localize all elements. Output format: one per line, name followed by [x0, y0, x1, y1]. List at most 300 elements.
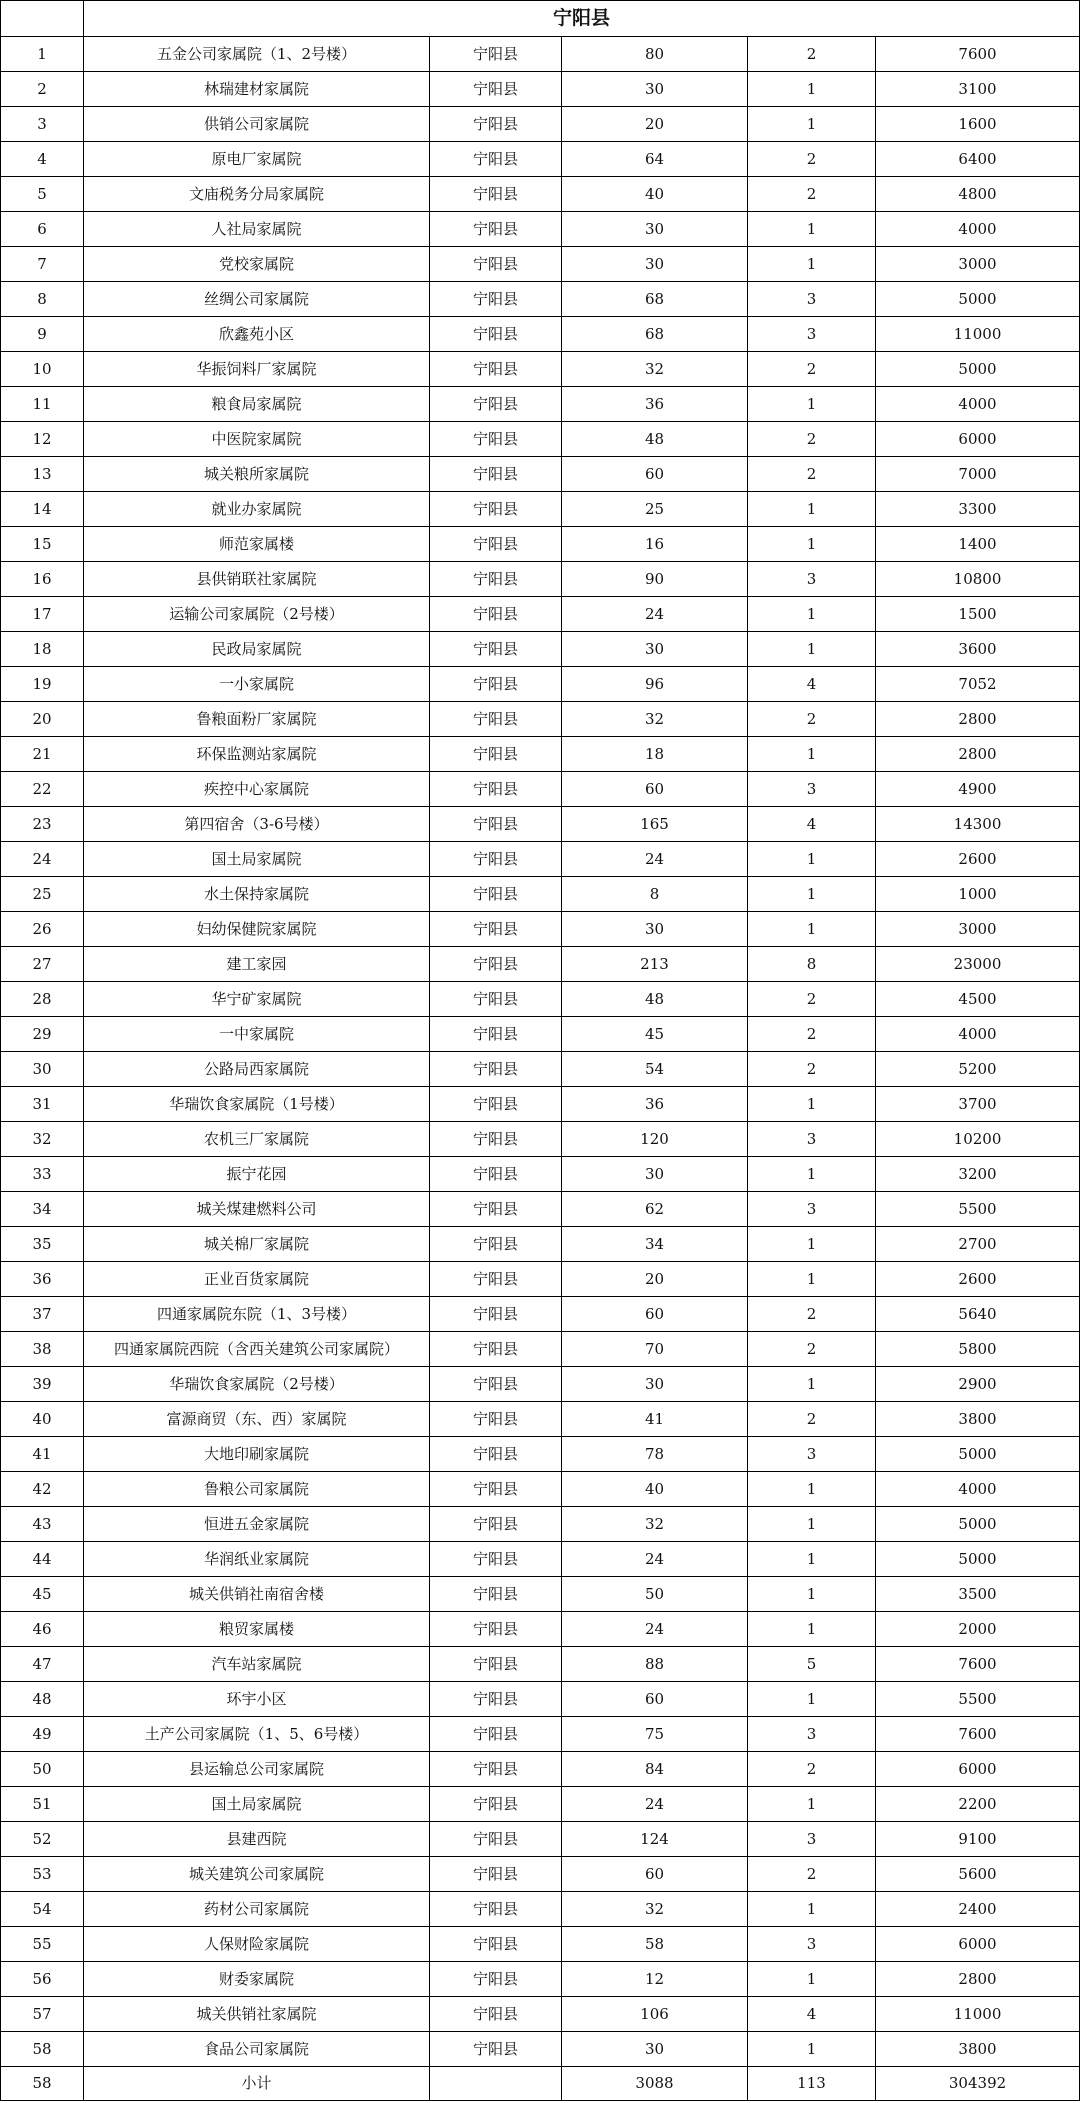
area-cell: 5200	[876, 1052, 1080, 1087]
area-cell: 1500	[876, 597, 1080, 632]
table-body	[1, 1, 1080, 2101]
community-name-cell: 富源商贸（东、西）家属院	[84, 1402, 430, 1437]
table-row	[1, 1052, 1080, 1087]
county-cell: 宁阳县	[430, 1437, 562, 1472]
table-row	[1, 1087, 1080, 1122]
row-number-cell: 48	[1, 1682, 84, 1717]
county-cell: 宁阳县	[430, 1682, 562, 1717]
area-cell: 14300	[876, 807, 1080, 842]
row-number-cell: 41	[1, 1437, 84, 1472]
table-row	[1, 1927, 1080, 1962]
community-name-cell: 疾控中心家属院	[84, 772, 430, 807]
community-name-cell: 大地印刷家属院	[84, 1437, 430, 1472]
area-cell: 5000	[876, 1437, 1080, 1472]
area-cell: 2800	[876, 702, 1080, 737]
table-row	[1, 1752, 1080, 1787]
row-number-cell: 46	[1, 1612, 84, 1647]
table-row	[1, 667, 1080, 702]
community-name-cell: 鲁粮公司家属院	[84, 1472, 430, 1507]
row-number-cell: 52	[1, 1822, 84, 1857]
households-cell: 30	[562, 72, 748, 107]
buildings-cell: 1	[748, 1612, 876, 1647]
area-cell: 10800	[876, 562, 1080, 597]
county-cell: 宁阳县	[430, 492, 562, 527]
buildings-cell: 2	[748, 37, 876, 72]
table-row	[1, 142, 1080, 177]
households-cell: 30	[562, 247, 748, 282]
community-name-cell: 城关棉厂家属院	[84, 1227, 430, 1262]
table-row	[1, 1472, 1080, 1507]
county-cell: 宁阳县	[430, 72, 562, 107]
buildings-cell: 1	[748, 1962, 876, 1997]
community-name-cell: 华瑞饮食家属院（2号楼）	[84, 1367, 430, 1402]
buildings-cell: 1	[748, 1507, 876, 1542]
table-row	[1, 247, 1080, 282]
row-number-cell: 14	[1, 492, 84, 527]
buildings-cell: 2	[748, 422, 876, 457]
buildings-cell: 2	[748, 457, 876, 492]
community-name-cell: 四通家属院东院（1、3号楼）	[84, 1297, 430, 1332]
row-number-cell: 20	[1, 702, 84, 737]
row-number-cell: 50	[1, 1752, 84, 1787]
buildings-cell: 1	[748, 1787, 876, 1822]
community-name-cell: 建工家园	[84, 947, 430, 982]
households-cell: 32	[562, 1507, 748, 1542]
area-cell: 11000	[876, 317, 1080, 352]
county-cell: 宁阳县	[430, 1157, 562, 1192]
households-cell: 48	[562, 422, 748, 457]
buildings-cell: 3	[748, 1437, 876, 1472]
buildings-cell: 3	[748, 1717, 876, 1752]
row-number-cell: 29	[1, 1017, 84, 1052]
table-row	[1, 1717, 1080, 1752]
households-cell: 64	[562, 142, 748, 177]
table-row	[1, 912, 1080, 947]
row-number-cell: 53	[1, 1857, 84, 1892]
area-cell: 7600	[876, 1717, 1080, 1752]
county-cell: 宁阳县	[430, 2032, 562, 2067]
table-row	[1, 1577, 1080, 1612]
table-row	[1, 107, 1080, 142]
community-name-cell: 原电厂家属院	[84, 142, 430, 177]
community-name-cell: 一中家属院	[84, 1017, 430, 1052]
table-row	[1, 807, 1080, 842]
row-number-cell: 40	[1, 1402, 84, 1437]
area-cell: 3300	[876, 492, 1080, 527]
households-cell: 40	[562, 177, 748, 212]
table-row	[1, 37, 1080, 72]
buildings-cell: 3	[748, 1822, 876, 1857]
buildings-cell: 1	[748, 1227, 876, 1262]
buildings-cell: 1	[748, 632, 876, 667]
area-cell: 5800	[876, 1332, 1080, 1367]
area-cell: 23000	[876, 947, 1080, 982]
buildings-cell: 1	[748, 107, 876, 142]
buildings-cell: 1	[748, 387, 876, 422]
row-number-cell: 51	[1, 1787, 84, 1822]
table-row	[1, 422, 1080, 457]
community-name-cell: 正业百货家属院	[84, 1262, 430, 1297]
county-cell: 宁阳县	[430, 1227, 562, 1262]
area-cell: 3800	[876, 1402, 1080, 1437]
households-cell: 24	[562, 842, 748, 877]
county-cell: 宁阳县	[430, 1612, 562, 1647]
households-cell: 62	[562, 1192, 748, 1227]
row-number-cell: 12	[1, 422, 84, 457]
community-name-cell: 人保财险家属院	[84, 1927, 430, 1962]
title-blank-cell	[1, 1, 84, 37]
community-name-cell: 振宁花园	[84, 1157, 430, 1192]
table-row	[1, 1402, 1080, 1437]
table-row	[1, 1822, 1080, 1857]
buildings-cell: 1	[748, 1472, 876, 1507]
area-cell: 5000	[876, 1507, 1080, 1542]
households-cell: 18	[562, 737, 748, 772]
table-row	[1, 702, 1080, 737]
buildings-cell: 3	[748, 772, 876, 807]
buildings-cell: 2	[748, 177, 876, 212]
table-row	[1, 1367, 1080, 1402]
row-number-cell: 3	[1, 107, 84, 142]
table-row	[1, 177, 1080, 212]
county-cell: 宁阳县	[430, 1367, 562, 1402]
row-number-cell: 36	[1, 1262, 84, 1297]
row-number-cell: 35	[1, 1227, 84, 1262]
row-number-cell: 28	[1, 982, 84, 1017]
households-cell: 165	[562, 807, 748, 842]
row-number-cell: 26	[1, 912, 84, 947]
county-cell: 宁阳县	[430, 1717, 562, 1752]
row-number-cell: 32	[1, 1122, 84, 1157]
row-number-cell: 37	[1, 1297, 84, 1332]
area-cell: 1000	[876, 877, 1080, 912]
table-row	[1, 352, 1080, 387]
county-cell: 宁阳县	[430, 177, 562, 212]
area-cell: 6000	[876, 1752, 1080, 1787]
community-name-cell: 县建西院	[84, 1822, 430, 1857]
county-cell: 宁阳县	[430, 912, 562, 947]
community-name-cell: 县供销联社家属院	[84, 562, 430, 597]
table-row	[1, 1262, 1080, 1297]
households-cell: 30	[562, 632, 748, 667]
area-cell: 4000	[876, 212, 1080, 247]
table-row	[1, 597, 1080, 632]
area-cell: 4500	[876, 982, 1080, 1017]
area-cell: 4800	[876, 177, 1080, 212]
summary-label-cell: 小计	[84, 2067, 430, 2101]
county-cell: 宁阳县	[430, 457, 562, 492]
buildings-cell: 2	[748, 352, 876, 387]
county-cell: 宁阳县	[430, 1472, 562, 1507]
area-cell: 3500	[876, 1577, 1080, 1612]
table-row	[1, 982, 1080, 1017]
households-cell: 12	[562, 1962, 748, 1997]
area-cell: 11000	[876, 1997, 1080, 2032]
area-cell: 5640	[876, 1297, 1080, 1332]
community-name-cell: 药材公司家属院	[84, 1892, 430, 1927]
households-cell: 88	[562, 1647, 748, 1682]
buildings-cell: 3	[748, 1192, 876, 1227]
row-number-cell: 54	[1, 1892, 84, 1927]
buildings-cell: 1	[748, 247, 876, 282]
row-number-cell: 57	[1, 1997, 84, 2032]
area-cell: 9100	[876, 1822, 1080, 1857]
table-row	[1, 457, 1080, 492]
community-name-cell: 城关煤建燃料公司	[84, 1192, 430, 1227]
buildings-cell: 3	[748, 317, 876, 352]
table-row	[1, 1682, 1080, 1717]
area-cell: 5000	[876, 352, 1080, 387]
table-row	[1, 1122, 1080, 1157]
community-name-cell: 运输公司家属院（2号楼）	[84, 597, 430, 632]
county-cell: 宁阳县	[430, 1332, 562, 1367]
county-cell: 宁阳县	[430, 1262, 562, 1297]
households-cell: 124	[562, 1822, 748, 1857]
buildings-cell: 1	[748, 72, 876, 107]
buildings-cell: 1	[748, 1262, 876, 1297]
community-name-cell: 党校家属院	[84, 247, 430, 282]
county-cell: 宁阳县	[430, 562, 562, 597]
county-cell: 宁阳县	[430, 1052, 562, 1087]
households-cell: 30	[562, 2032, 748, 2067]
county-cell: 宁阳县	[430, 1752, 562, 1787]
households-cell: 32	[562, 352, 748, 387]
county-cell: 宁阳县	[430, 1402, 562, 1437]
buildings-cell: 2	[748, 1752, 876, 1787]
row-number-cell: 18	[1, 632, 84, 667]
area-cell: 3600	[876, 632, 1080, 667]
households-cell: 90	[562, 562, 748, 597]
row-number-cell: 56	[1, 1962, 84, 1997]
buildings-cell: 1	[748, 737, 876, 772]
households-cell: 41	[562, 1402, 748, 1437]
table-row	[1, 1647, 1080, 1682]
buildings-cell: 3	[748, 1927, 876, 1962]
county-cell: 宁阳县	[430, 842, 562, 877]
households-cell: 80	[562, 37, 748, 72]
area-cell: 5500	[876, 1192, 1080, 1227]
buildings-cell: 4	[748, 667, 876, 702]
area-cell: 3200	[876, 1157, 1080, 1192]
county-cell: 宁阳县	[430, 527, 562, 562]
table-row	[1, 387, 1080, 422]
county-cell: 宁阳县	[430, 1822, 562, 1857]
buildings-cell: 5	[748, 1647, 876, 1682]
county-cell: 宁阳县	[430, 1192, 562, 1227]
buildings-cell: 3	[748, 282, 876, 317]
table-row	[1, 562, 1080, 597]
area-cell: 2600	[876, 1262, 1080, 1297]
community-name-cell: 师范家属楼	[84, 527, 430, 562]
community-name-cell: 国土局家属院	[84, 842, 430, 877]
community-name-cell: 丝绸公司家属院	[84, 282, 430, 317]
row-number-cell: 11	[1, 387, 84, 422]
households-cell: 36	[562, 387, 748, 422]
area-cell: 3000	[876, 247, 1080, 282]
buildings-cell: 1	[748, 912, 876, 947]
table-row	[1, 527, 1080, 562]
buildings-cell: 1	[748, 1682, 876, 1717]
buildings-cell: 1	[748, 2032, 876, 2067]
community-name-cell: 农机三厂家属院	[84, 1122, 430, 1157]
households-cell: 34	[562, 1227, 748, 1262]
households-cell: 54	[562, 1052, 748, 1087]
summary-county-cell	[430, 2067, 562, 2101]
table-row	[1, 1542, 1080, 1577]
buildings-cell: 2	[748, 1052, 876, 1087]
table-row	[1, 947, 1080, 982]
households-cell: 60	[562, 1857, 748, 1892]
row-number-cell: 25	[1, 877, 84, 912]
area-cell: 5600	[876, 1857, 1080, 1892]
households-cell: 60	[562, 457, 748, 492]
row-number-cell: 8	[1, 282, 84, 317]
buildings-cell: 2	[748, 702, 876, 737]
table-row	[1, 772, 1080, 807]
county-cell: 宁阳县	[430, 667, 562, 702]
area-cell: 2800	[876, 1962, 1080, 1997]
county-cell: 宁阳县	[430, 1647, 562, 1682]
community-name-cell: 华振饲料厂家属院	[84, 352, 430, 387]
community-name-cell: 华瑞饮食家属院（1号楼）	[84, 1087, 430, 1122]
county-cell: 宁阳县	[430, 807, 562, 842]
buildings-cell: 2	[748, 1017, 876, 1052]
community-name-cell: 华宁矿家属院	[84, 982, 430, 1017]
summary-count-cell: 58	[1, 2067, 84, 2101]
area-cell: 5500	[876, 1682, 1080, 1717]
area-cell: 2900	[876, 1367, 1080, 1402]
county-cell: 宁阳县	[430, 212, 562, 247]
area-cell: 1400	[876, 527, 1080, 562]
county-cell: 宁阳县	[430, 737, 562, 772]
community-name-cell: 一小家属院	[84, 667, 430, 702]
buildings-cell: 2	[748, 142, 876, 177]
households-cell: 16	[562, 527, 748, 562]
area-cell: 4000	[876, 387, 1080, 422]
table-row	[1, 212, 1080, 247]
area-cell: 3000	[876, 912, 1080, 947]
table-row	[1, 877, 1080, 912]
county-cell: 宁阳县	[430, 632, 562, 667]
row-number-cell: 22	[1, 772, 84, 807]
community-name-cell: 就业办家属院	[84, 492, 430, 527]
households-cell: 75	[562, 1717, 748, 1752]
row-number-cell: 21	[1, 737, 84, 772]
row-number-cell: 38	[1, 1332, 84, 1367]
buildings-cell: 1	[748, 1577, 876, 1612]
table-row	[1, 317, 1080, 352]
summary-row	[1, 2067, 1080, 2101]
table-row	[1, 1962, 1080, 1997]
buildings-cell: 2	[748, 1297, 876, 1332]
area-cell: 6000	[876, 1927, 1080, 1962]
county-cell: 宁阳县	[430, 877, 562, 912]
row-number-cell: 58	[1, 2032, 84, 2067]
row-number-cell: 27	[1, 947, 84, 982]
community-name-cell: 四通家属院西院（含西关建筑公司家属院）	[84, 1332, 430, 1367]
table-row	[1, 1157, 1080, 1192]
area-cell: 4000	[876, 1017, 1080, 1052]
table-row	[1, 2032, 1080, 2067]
row-number-cell: 31	[1, 1087, 84, 1122]
county-cell: 宁阳县	[430, 1892, 562, 1927]
buildings-cell: 8	[748, 947, 876, 982]
households-cell: 68	[562, 282, 748, 317]
table-row	[1, 632, 1080, 667]
buildings-cell: 2	[748, 1857, 876, 1892]
area-cell: 4900	[876, 772, 1080, 807]
row-number-cell: 16	[1, 562, 84, 597]
county-cell: 宁阳县	[430, 282, 562, 317]
households-cell: 30	[562, 1157, 748, 1192]
row-number-cell: 10	[1, 352, 84, 387]
summary-households-cell: 3088	[562, 2067, 748, 2101]
community-name-cell: 文庙税务分局家属院	[84, 177, 430, 212]
county-cell: 宁阳县	[430, 982, 562, 1017]
row-number-cell: 15	[1, 527, 84, 562]
county-cell: 宁阳县	[430, 1017, 562, 1052]
row-number-cell: 6	[1, 212, 84, 247]
buildings-cell: 1	[748, 212, 876, 247]
community-name-cell: 环保监测站家属院	[84, 737, 430, 772]
households-cell: 45	[562, 1017, 748, 1052]
area-cell: 6400	[876, 142, 1080, 177]
households-cell: 68	[562, 317, 748, 352]
area-cell: 2600	[876, 842, 1080, 877]
buildings-cell: 3	[748, 1122, 876, 1157]
row-number-cell: 4	[1, 142, 84, 177]
community-name-cell: 第四宿舍（3-6号楼）	[84, 807, 430, 842]
households-cell: 60	[562, 1682, 748, 1717]
table-row	[1, 1612, 1080, 1647]
row-number-cell: 47	[1, 1647, 84, 1682]
county-cell: 宁阳县	[430, 1962, 562, 1997]
buildings-cell: 1	[748, 877, 876, 912]
community-name-cell: 公路局西家属院	[84, 1052, 430, 1087]
households-cell: 40	[562, 1472, 748, 1507]
community-name-cell: 城关供销社家属院	[84, 1997, 430, 2032]
community-name-cell: 人社局家属院	[84, 212, 430, 247]
table-row	[1, 1892, 1080, 1927]
community-name-cell: 环宇小区	[84, 1682, 430, 1717]
county-cell: 宁阳县	[430, 317, 562, 352]
community-name-cell: 中医院家属院	[84, 422, 430, 457]
households-cell: 96	[562, 667, 748, 702]
area-cell: 5000	[876, 1542, 1080, 1577]
county-cell: 宁阳县	[430, 947, 562, 982]
households-cell: 78	[562, 1437, 748, 1472]
row-number-cell: 39	[1, 1367, 84, 1402]
row-number-cell: 5	[1, 177, 84, 212]
buildings-cell: 1	[748, 1157, 876, 1192]
area-cell: 7052	[876, 667, 1080, 702]
community-name-cell: 五金公司家属院（1、2号楼）	[84, 37, 430, 72]
households-cell: 25	[562, 492, 748, 527]
row-number-cell: 1	[1, 37, 84, 72]
community-name-cell: 供销公司家属院	[84, 107, 430, 142]
buildings-cell: 2	[748, 982, 876, 1017]
county-cell: 宁阳县	[430, 1927, 562, 1962]
households-cell: 36	[562, 1087, 748, 1122]
buildings-cell: 1	[748, 1087, 876, 1122]
table-row	[1, 1857, 1080, 1892]
row-number-cell: 9	[1, 317, 84, 352]
row-number-cell: 45	[1, 1577, 84, 1612]
county-cell: 宁阳县	[430, 1857, 562, 1892]
households-cell: 24	[562, 1542, 748, 1577]
households-cell: 48	[562, 982, 748, 1017]
row-number-cell: 33	[1, 1157, 84, 1192]
